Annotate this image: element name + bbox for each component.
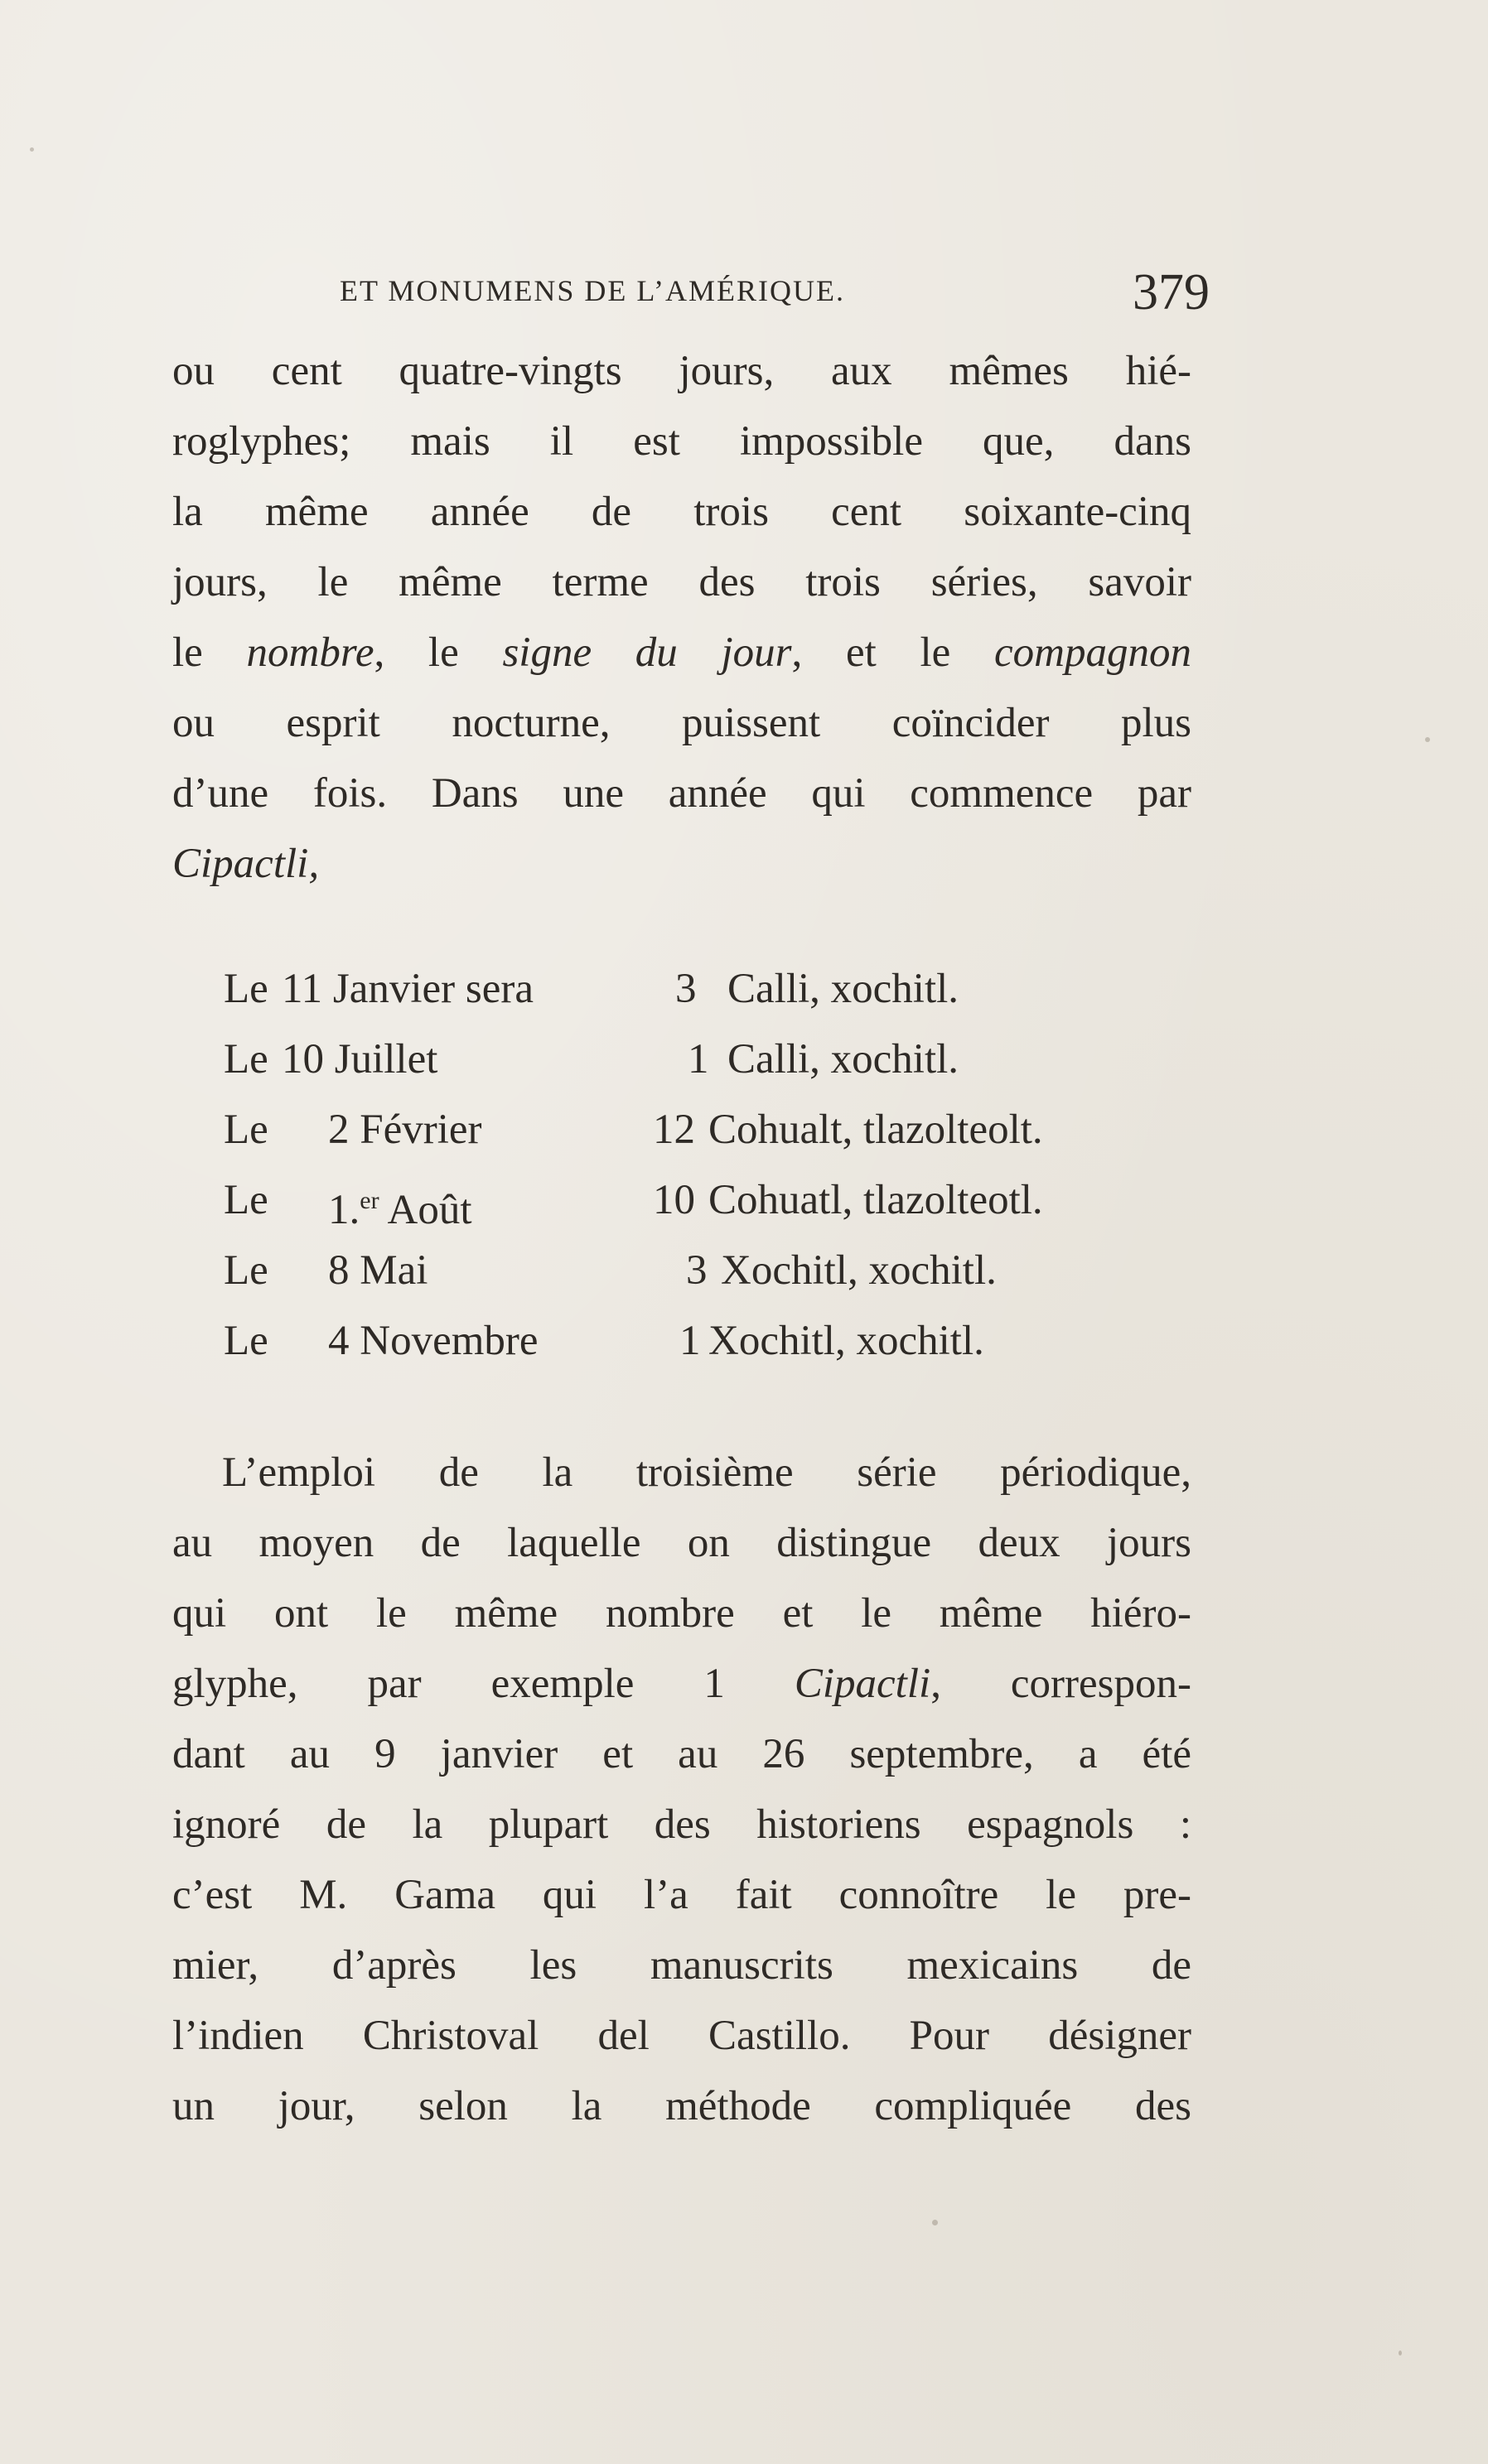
text-line: au moyen de laquelle on distingue deux jours (172, 1520, 1191, 1566)
text-line: l’indien Christoval del Castillo. Pour désigner (172, 2013, 1191, 2059)
text-line: un jour, selon la méthode compliquée des (172, 2083, 1191, 2129)
row-number: 3 (675, 966, 697, 1012)
row-date: 8 Mai (328, 1247, 428, 1294)
page-number: 379 (1133, 264, 1210, 321)
row-sign: Xochitl, xochitl. (721, 1247, 997, 1294)
row-sign: Calli, xochitl. (727, 966, 959, 1012)
italic-term-nombre: nombre (246, 629, 374, 676)
row-sign: Xochitl, xochitl. (708, 1318, 984, 1364)
text-line: ou cent quatre-vingts jours, aux mêmes hié- (172, 348, 1191, 394)
text-line: c’est M. Gama qui l’a fait connoître le pre- (172, 1872, 1191, 1918)
italic-term-cipactli: Cipactli (794, 1661, 931, 1707)
row-number: 3 (686, 1247, 708, 1294)
paper-speck (1399, 2351, 1402, 2356)
row-date: 10 Juillet (282, 1036, 438, 1083)
row-date: 2 Février (328, 1107, 482, 1153)
row-le: Le (224, 1036, 268, 1083)
text-line: roglyphes; mais il est impossible que, dans (172, 418, 1191, 465)
paragraph-2 (172, 1438, 1191, 2142)
paper-speck (30, 147, 34, 152)
row-number: 1 (688, 1036, 709, 1083)
row-sign: Calli, xochitl. (727, 1036, 959, 1083)
row-date: 4 Novembre (328, 1318, 539, 1364)
row-le: Le (224, 1247, 268, 1294)
row-date: 11 Janvier sera (282, 966, 534, 1012)
row-number: 10 (653, 1177, 695, 1223)
row-date (328, 1165, 472, 1246)
text-line: ou esprit nocturne, puissent coïncider plus (172, 700, 1191, 746)
italic-term-compagnon: compagnon (994, 629, 1191, 676)
text-segment: le (172, 629, 247, 676)
row-sign: Cohualt, tlazolteolt. (708, 1107, 1043, 1153)
row-le: Le (224, 966, 268, 1012)
row-number: 12 (653, 1107, 695, 1153)
text-line: ignoré de la plupart des historiens espagnols : (172, 1801, 1191, 1848)
row-number: 1 (679, 1318, 701, 1364)
text-line: mier, d’après les manuscrits mexicains de (172, 1942, 1191, 1989)
text-segment: glyphe, par exemple 1 (172, 1661, 795, 1707)
text-line: dant au 9 janvier et au 26 septembre, a été (172, 1731, 1191, 1777)
text-segment: , correspon- (930, 1661, 1191, 1707)
text-segment: , le (374, 629, 503, 676)
row-le: Le (224, 1107, 268, 1153)
text-line (172, 1649, 1191, 1719)
row-le: Le (224, 1318, 268, 1364)
date-part: 1. (328, 1187, 360, 1233)
paragraph-1 (172, 336, 1191, 899)
running-title: ET MONUMENS DE L’AMÉRIQUE. (340, 274, 845, 307)
text-line (172, 618, 1191, 688)
text-line: qui ont le même nombre et le même hiéro- (172, 1590, 1191, 1637)
page-header (340, 263, 1210, 321)
row-sign: Cohuatl, tlazolteotl. (708, 1177, 1043, 1223)
paper-speck (1425, 737, 1430, 742)
row-le: Le (224, 1177, 268, 1223)
text-line: d’une fois. Dans une année qui commence par (172, 770, 1191, 817)
paper-speck (932, 2220, 938, 2225)
ordinal-superscript: er (360, 1187, 379, 1214)
text-line: la même année de trois cent soixante-cinq (172, 489, 1191, 535)
text-line: Cipactli, (172, 841, 320, 887)
text-segment: , et le (791, 629, 995, 676)
italic-term-signe-du-jour: signe du jour (502, 629, 792, 676)
text-line: L’emploi de la troisième série périodique, (222, 1449, 1191, 1496)
date-part: Août (379, 1187, 472, 1233)
text-line: jours, le même terme des trois séries, savoir (172, 559, 1191, 605)
